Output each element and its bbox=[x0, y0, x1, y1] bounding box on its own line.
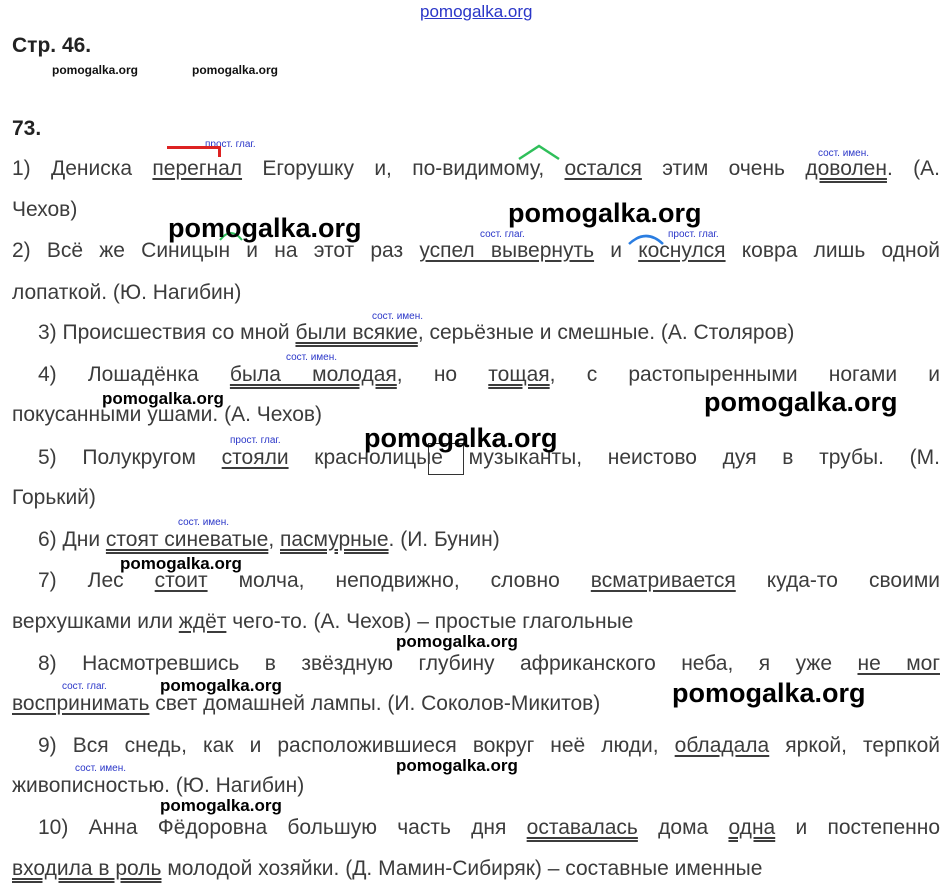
text-line: 3) Происшествия со мной были всякие, серьёзные и смешные. (А. Столяров) bbox=[38, 321, 795, 344]
watermark: pomogalka.org bbox=[160, 796, 282, 815]
annotation-label: сост. имен. bbox=[372, 311, 424, 322]
header-watermark[interactable]: pomogalka.org bbox=[420, 2, 533, 21]
watermark: pomogalka.org bbox=[396, 632, 518, 651]
watermark: pomogalka.org bbox=[672, 678, 866, 708]
prefix-mark bbox=[167, 146, 221, 149]
watermark: pomogalka.org bbox=[160, 676, 282, 695]
text-line: Горький) bbox=[12, 486, 96, 509]
small-watermark: pomogalka.org bbox=[52, 63, 139, 77]
small-watermark: pomogalka.org bbox=[192, 63, 279, 77]
watermark: pomogalka.org bbox=[396, 756, 518, 775]
text-line: верхушками или ждёт чего-то. (А. Чехов) – простые глагольные bbox=[12, 610, 634, 633]
annotation-label: сост. имен. bbox=[286, 352, 338, 363]
watermark: pomogalka.org bbox=[364, 423, 558, 453]
text-line: покусанными ушами. (А. Чехов) bbox=[12, 403, 323, 426]
text-line: 1) Дениска перегнал Егорушку и, по-видимому, остался этим очень доволен. (А. bbox=[12, 157, 940, 180]
watermark: pomogalka.org bbox=[704, 387, 898, 417]
annotation-label: сост. имен. bbox=[818, 148, 870, 159]
text-line: 10) Анна Фёдоровна большую часть дня оставалась дома одна и постепенно bbox=[38, 816, 941, 839]
text-line: 9) Вся снедь, как и расположившиеся вокруг неё люди, обладала яркой, терпкой bbox=[38, 734, 940, 757]
prefix-mark bbox=[218, 146, 221, 157]
page-title: Стр. 46. bbox=[12, 34, 92, 57]
annotation-label: сост. глаг. bbox=[62, 681, 107, 692]
text-line: входила в роль молодой хозяйки. (Д. Мамин-Сибиряк) – составные именные bbox=[12, 857, 763, 880]
text-line: 8) Насмотревшись в звёздную глубину африканского неба, я уже не мог bbox=[38, 652, 940, 675]
text-line: живописностью. (Ю. Нагибин) bbox=[12, 774, 305, 797]
annotation-label: сост. имен. bbox=[178, 517, 230, 528]
text-line: 2) Всё же Синицын и на этот раз успел вывернуть и коснулся ковра лишь одной bbox=[12, 239, 941, 262]
annotation-label: сост. глаг. bbox=[480, 229, 525, 240]
annotation-label: прост. глаг. bbox=[205, 139, 256, 150]
text-line: 4) Лошадёнка была молодая, но тощая, с растопыренными ногами и bbox=[38, 363, 940, 386]
watermark: pomogalka.org bbox=[120, 554, 242, 573]
annotation-label: сост. имен. bbox=[75, 763, 127, 774]
annotation-label: прост. глаг. bbox=[230, 435, 281, 446]
watermark: pomogalka.org bbox=[508, 198, 702, 228]
watermark: pomogalka.org bbox=[102, 389, 224, 408]
watermark: pomogalka.org bbox=[168, 213, 362, 243]
text-line: воспринимать свет домашней лампы. (И. Соколов-Микитов) bbox=[12, 692, 601, 715]
text-line: Чехов) bbox=[12, 198, 78, 221]
text-line: 5) Полукругом стояли краснолицые музыканты, неистово дуя в трубы. (М. bbox=[38, 446, 940, 469]
text-line: 7) Лес стоит молча, неподвижно, словно всматривается куда-то своими bbox=[38, 569, 940, 592]
annotation-label: прост. глаг. bbox=[668, 229, 719, 240]
text-line: 6) Дни стоят синеватые, пасмурные. (И. Бунин) bbox=[38, 528, 500, 551]
text-line: лопаткой. (Ю. Нагибин) bbox=[12, 281, 242, 304]
task-number: 73. bbox=[12, 117, 42, 140]
